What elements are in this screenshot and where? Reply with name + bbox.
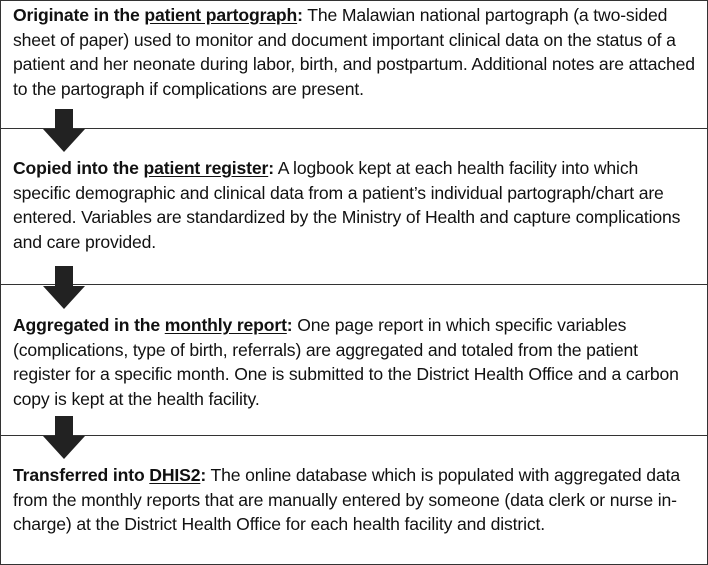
step-3-lead: Aggregated in the (13, 315, 165, 335)
step-2-lead: Copied into the (13, 158, 144, 178)
step-1-colon: : (297, 5, 303, 25)
step-patient-partograph (1, 3, 707, 101)
down-arrow-icon (42, 416, 86, 460)
step-3-key-term: monthly report (164, 315, 287, 335)
step-4-description: The online database which is populated with aggregated data from the monthly reports that are manually entered by someone (data clerk or nurse in-charge) at the District Health Office for each health facility and district. (13, 465, 680, 534)
step-3-description: One page report in which specific variables (complications, type of birth, referrals) are aggregated and totaled from the patient register for a specific month. One is submitted to the District Health Office and a carbon copy is kept at the health facility. (13, 315, 679, 409)
step-3-colon: : (286, 315, 293, 335)
step-2-key-term: patient register (143, 158, 269, 178)
step-1-description: The Malawian national partograph (a two-sided sheet of paper) used to monitor and document important clinical data on the status of a patient and her neonate during labor, birth, and postpartum. Additional notes are attached to the partograph if complications are present. (13, 5, 695, 99)
step-4-key-term: DHIS2 (149, 465, 201, 485)
step-monthly-report (1, 313, 707, 411)
step-dhis2 (1, 463, 707, 537)
step-4-lead: Transferred into (13, 465, 150, 485)
step-2-colon: : (268, 158, 274, 178)
divider-3 (1, 435, 707, 436)
down-arrow-icon (42, 266, 86, 310)
down-arrow-icon (42, 109, 86, 153)
step-2-description: A logbook kept at each health facility into which specific demographic and clinical data from a patient’s individual partograph/chart are entered. Variables are standardized by the Ministry of Health and capture complications and care provided. (13, 158, 681, 252)
step-patient-register (1, 156, 707, 254)
step-1-key-term: patient partograph (144, 5, 298, 25)
divider-1 (1, 128, 707, 129)
step-1-lead: Originate in the (13, 5, 145, 25)
step-4-colon: : (200, 465, 207, 485)
divider-2 (1, 284, 707, 285)
